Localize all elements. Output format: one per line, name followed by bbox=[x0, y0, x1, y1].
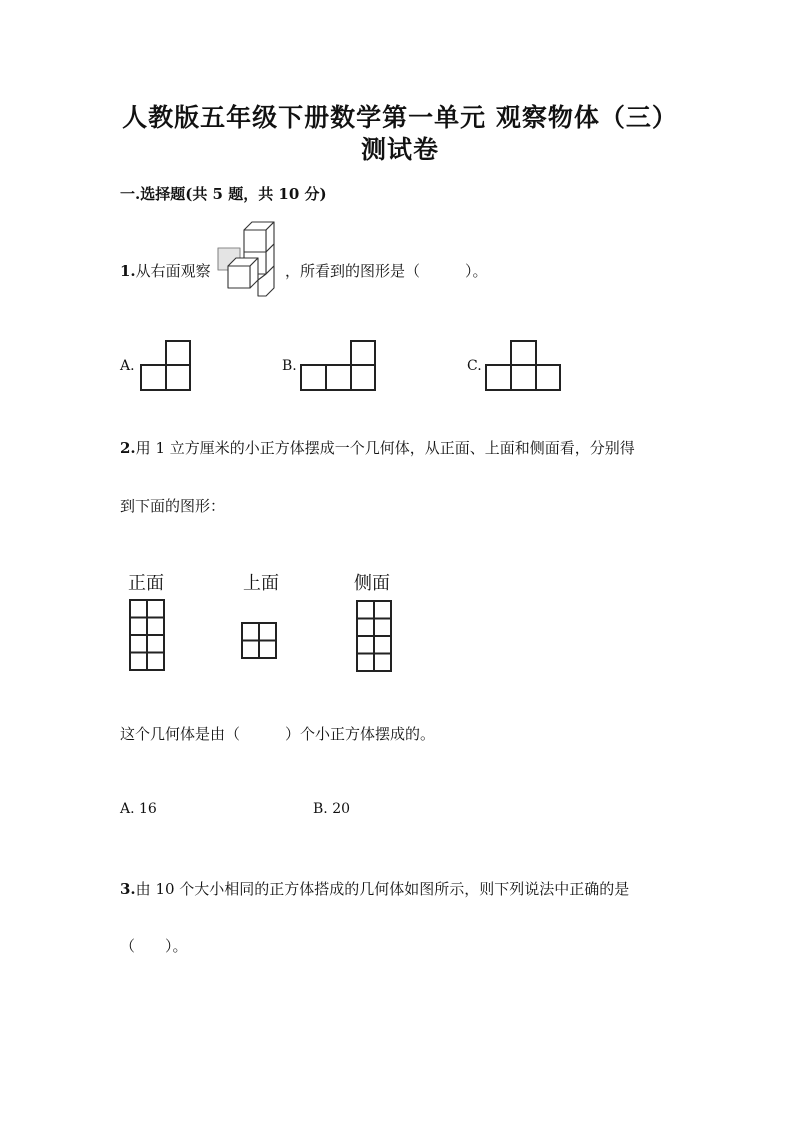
option-1c-label: C. bbox=[467, 358, 482, 374]
view-label-side: 侧面 bbox=[354, 573, 390, 594]
option-1a-figure bbox=[140, 340, 192, 392]
question-1-cube-figure bbox=[216, 218, 280, 298]
question-3-number: 3. bbox=[120, 880, 136, 898]
option-1c-figure bbox=[485, 340, 563, 392]
question-3-line2: （ ）。 bbox=[120, 937, 188, 955]
question-3-line1 bbox=[120, 878, 629, 899]
top-view-grid bbox=[241, 622, 279, 660]
question-2-prompt: 这个几何体是由（ ）个小正方体摆成的。 bbox=[120, 725, 436, 743]
view-label-top: 上面 bbox=[243, 573, 279, 594]
question-1-stem: 从右面观察 bbox=[135, 262, 211, 280]
question-1-text-after: ，所看到的图形是（ ）。 bbox=[285, 262, 488, 280]
question-2-line2: 到下面的图形： bbox=[120, 497, 226, 515]
option-1b-label: B. bbox=[282, 358, 297, 374]
question-3-stem: 由 10 个大小相同的正方体搭成的几何体如图所示，则下列说法中正确的是 bbox=[135, 880, 630, 898]
question-2-number: 2. bbox=[120, 439, 136, 457]
question-2-stem: 用 1 立方厘米的小正方体摆成一个几何体，从正面、上面和侧面看，分别得 bbox=[135, 439, 635, 457]
question-1-text-before bbox=[120, 260, 211, 281]
page-title: 人教版五年级下册数学第一单元 观察物体（三） bbox=[122, 103, 678, 132]
view-label-front: 正面 bbox=[128, 573, 164, 594]
option-2b: B. 20 bbox=[313, 801, 351, 817]
front-view-grid bbox=[129, 599, 167, 673]
question-2-line1 bbox=[120, 437, 635, 458]
question-1-number: 1. bbox=[120, 262, 136, 280]
option-1a-label: A. bbox=[120, 358, 135, 374]
option-2a: A. 16 bbox=[120, 801, 157, 817]
option-1b-figure bbox=[300, 340, 378, 392]
side-view-grid bbox=[356, 600, 394, 674]
page-subtitle: 测试卷 bbox=[360, 135, 439, 164]
section-heading: 一.选择题(共 5 题，共 10 分) bbox=[120, 185, 327, 203]
